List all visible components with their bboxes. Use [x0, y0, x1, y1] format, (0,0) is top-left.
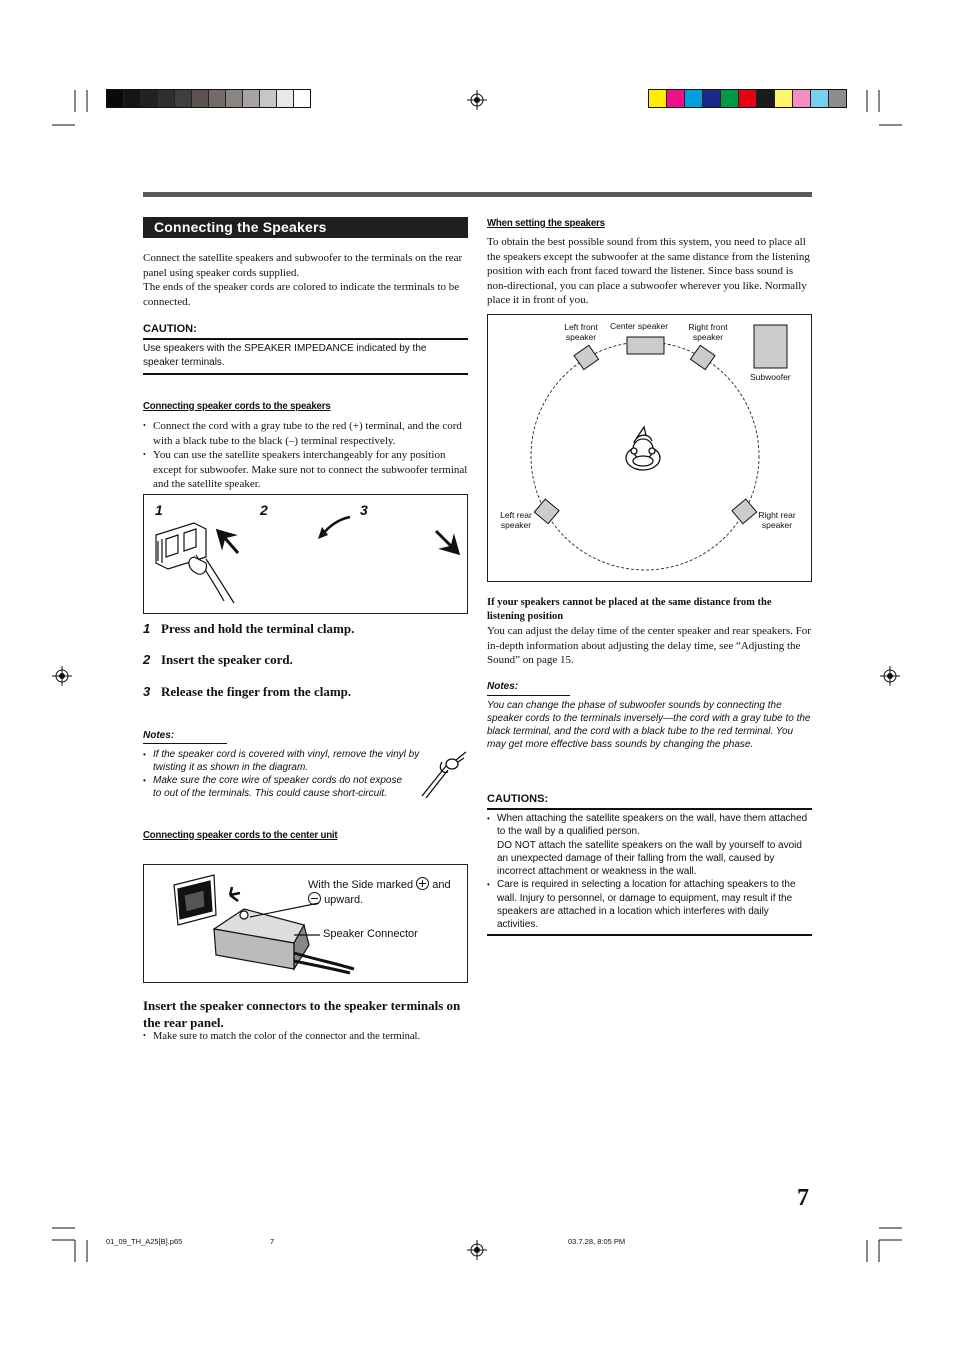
left-rear-label [498, 511, 534, 530]
notes-left-rule [143, 743, 227, 744]
notes-right-rule [487, 695, 570, 696]
figure-num-1: 1 [155, 502, 163, 518]
color-swatch [191, 90, 208, 107]
left-rear-line-2: speaker [500, 519, 532, 530]
intro-p2: The ends of the speaker cords are colored to indicate the terminals to be connected. [143, 281, 460, 308]
twisted-wire-icon [418, 748, 470, 800]
side-label-1: With the Side marked [308, 879, 414, 891]
color-swatch [157, 90, 174, 107]
right-rear-speaker-icon [732, 499, 757, 524]
top-rule [143, 192, 812, 197]
color-swatch [756, 90, 774, 107]
insert-title: Insert the speaker connectors to the speaker terminals on the rear panel. [143, 998, 461, 1030]
cautions-rule-top [487, 808, 812, 810]
cautions-rule-bottom [487, 934, 812, 936]
cords-bullets [143, 419, 470, 492]
caution-text: Use speakers with the SPEAKER IMPEDANCE indicated by the speaker terminals. [143, 343, 427, 368]
notes-right-heading: Notes: [487, 681, 519, 692]
color-swatch [225, 90, 242, 107]
footer-date: 03.7.28, 8:05 PM [568, 1237, 626, 1246]
color-swatch [140, 90, 157, 107]
section-title: Connecting the Speakers [143, 217, 468, 238]
center-speaker-icon [627, 337, 664, 354]
step-3-num: 3 [143, 684, 151, 699]
caution-rule-top [143, 338, 468, 340]
intro-p1: Connect the satellite speakers and subwoofer to the terminals on the rear panel using speaker cords supplied. [143, 252, 463, 279]
footer-file: 01_09_TH_A25[B].p65 [106, 1237, 183, 1246]
left-front-label [558, 323, 604, 342]
color-swatch [810, 90, 828, 107]
right-front-line-2: speaker [692, 331, 724, 342]
intro-text [143, 251, 470, 309]
listener-icon [626, 427, 660, 470]
cords-heading: Connecting speaker cords to the speakers [143, 400, 331, 412]
step-1 [143, 621, 354, 637]
cords-bullet-2: • You can use the satellite speakers interchangeably for any position except for subwoofer. Make sure not to connect the subwoofer terminal and the satellite speaker. [143, 448, 470, 492]
color-swatch [649, 90, 666, 107]
figure-num-2: 2 [260, 502, 268, 518]
terminal-clamp-illustration [144, 495, 467, 613]
right-rear-label [756, 511, 798, 530]
color-swatch [123, 90, 140, 107]
footer-page: 7 [270, 1237, 275, 1246]
color-swatch [828, 90, 846, 107]
step-1-text: Press and hold the terminal clamp. [161, 621, 355, 636]
left-front-line-2: speaker [565, 331, 597, 342]
color-swatch [738, 90, 756, 107]
distance-heading: If your speakers cannot be placed at the same distance from the listening position [487, 597, 772, 622]
left-rear-line-1: Left rear [500, 510, 532, 520]
step-2-text: Insert the speaker cord. [161, 652, 293, 667]
center-speaker-label: Center speaker [610, 321, 669, 331]
side-marked-label [308, 877, 468, 907]
center-unit-heading: Connecting speaker cords to the center unit [143, 829, 338, 841]
arrow-curve-icon [314, 513, 354, 543]
color-swatch [242, 90, 259, 107]
cautions-list [487, 812, 812, 932]
placement-illustration [488, 315, 811, 581]
notes-right-text: You can change the phase of subwoofer sounds by connecting the speaker cords to the terminals inversely—the cord with a gray tube to the black terminal, and the cord with a black tube to the red terminal. You may get more effective bass sounds by changing the phase. [487, 700, 811, 750]
subwoofer-icon [754, 325, 787, 368]
step-3-text: Release the finger from the clamp. [161, 684, 352, 699]
step-2-num: 2 [143, 652, 151, 667]
step-3 [143, 684, 351, 700]
color-swatch [259, 90, 276, 107]
arrow-down-icon [432, 527, 462, 557]
color-swatch [666, 90, 684, 107]
color-swatch [792, 90, 810, 107]
figure-num-3: 3 [360, 502, 368, 518]
color-swatch [276, 90, 293, 107]
minus-circle-icon [308, 892, 321, 905]
insert-bullet: • Make sure to match the color of the connector and the terminal. [143, 1031, 470, 1042]
color-swatch [107, 90, 123, 107]
cautions-item-1a: • When attaching the satellite speakers on the wall, have them attached to the wall by a qualified person. [497, 813, 808, 838]
notes-left-item-1: • If the speaker cord is covered with vinyl, remove the vinyl by twisting it as shown in the diagram. [143, 748, 423, 774]
color-swatch [293, 90, 310, 107]
right-front-label [683, 323, 733, 342]
insert-bullets [143, 1031, 470, 1042]
speaker-connector-label: Speaker Connector [323, 928, 418, 940]
setting-text: To obtain the best possible sound from this system, you need to place all the speakers except the subwoofer at the same distance from the listening position with each front faced toward the listener. Since bass sound is non-directional, you can place a subwoofer wherever you like. Normally place it in front of you. [487, 236, 810, 306]
cords-bullet-1: • Connect the cord with a gray tube to the red (+) terminal, and the cord with a black tube to the black (–) terminal respectively. [143, 419, 470, 448]
grayscale-bar [106, 89, 311, 108]
cautions-heading: CAUTIONS: [487, 793, 549, 805]
notes-left-heading: Notes: [143, 730, 175, 741]
setting-heading: When setting the speakers [487, 217, 605, 229]
cautions-item-2: • Care is required in selecting a location for attaching speakers to the wall. Injury to personnel, or damage to equipment, may result if the speakers are attached in a location which interferes with daily activities. [487, 878, 812, 931]
subwoofer-label: Subwoofer [750, 372, 791, 382]
color-swatch [684, 90, 702, 107]
speaker-placement-diagram [487, 314, 812, 582]
left-rear-speaker-icon [534, 499, 559, 524]
color-swatch [720, 90, 738, 107]
color-swatch [174, 90, 191, 107]
notes-left-item-2: • Make sure the core wire of speaker cords do not expose to out of the terminals. This could cause short-circuit. [143, 774, 423, 800]
side-label-3: upward. [324, 894, 364, 906]
caution-heading: CAUTION: [143, 323, 197, 335]
step-2 [143, 652, 293, 668]
side-label-2: and [432, 879, 451, 891]
step-1-num: 1 [143, 621, 151, 636]
page-number: 7 [797, 1185, 809, 1211]
notes-left-list [143, 748, 423, 800]
caution-rule-bottom [143, 373, 468, 375]
right-rear-line-2: speaker [761, 519, 793, 530]
distance-text: You can adjust the delay time of the center speaker and rear speakers. For in-depth information about adjusting the delay time, see “Adjusting the Sound” on page 15. [487, 625, 811, 666]
connector-figure [143, 864, 468, 983]
terminal-clamp-figure [143, 494, 468, 614]
color-swatch [208, 90, 225, 107]
left-front-speaker-icon [574, 345, 598, 369]
cautions-item-1 [487, 812, 812, 878]
cautions-item-1b: DO NOT attach the satellite speakers on the wall by yourself to avoid an unexpected damage of their falling from the wall, caused by incorrect attachment or weakness in the wall. [497, 839, 802, 878]
plus-circle-icon [416, 877, 429, 890]
color-swatch [774, 90, 792, 107]
right-front-speaker-icon [690, 345, 714, 369]
right-rear-line-1: Right rear [758, 510, 796, 520]
right-front-line-1: Right front [688, 322, 728, 332]
color-swatch [702, 90, 720, 107]
left-front-line-1: Left front [564, 322, 598, 332]
arrow-up-icon [214, 527, 244, 557]
color-bar [648, 89, 847, 108]
